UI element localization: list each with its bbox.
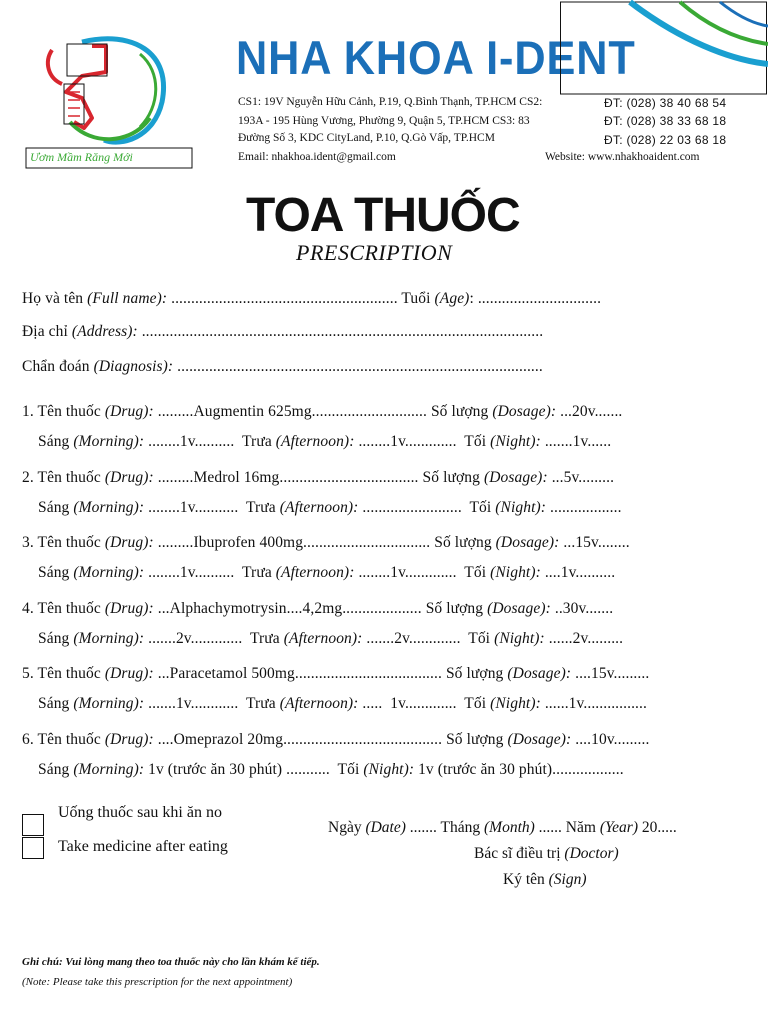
schedule-field[interactable]: ........1v.......... xyxy=(144,433,243,450)
schedule-label-en: (Afternoon): xyxy=(283,629,363,647)
schedule-field[interactable]: ..... 1v............. xyxy=(358,695,465,712)
dosage-label: Số lượng xyxy=(422,468,480,486)
year-label-en: (Year) xyxy=(599,819,638,836)
dosage-label: Số lượng xyxy=(425,599,484,617)
logo-slogan: Ươm Mầm Răng Mới xyxy=(30,150,133,164)
schedule-row xyxy=(38,695,647,713)
schedule-field[interactable]: ........1v.......... xyxy=(144,564,243,581)
page-title: TOA THUỐC xyxy=(246,189,520,242)
drug-label: Tên thuốc xyxy=(37,730,101,748)
schedule-label-en: (Morning): xyxy=(73,564,145,581)
footer-note-vi: Ghi chú: Vui lòng mang theo toa thuốc này cho lần khám kế tiếp. xyxy=(22,956,320,968)
clinic-website: Website: www.nhakhoaident.com xyxy=(545,151,700,163)
address-line-2: 193A - 195 Hùng Vương, Phường 9, Quận 5, TP.HCM CS3: 83 xyxy=(238,115,530,127)
drug-row xyxy=(22,665,649,683)
day-field[interactable]: ....... xyxy=(405,819,441,836)
drug-label: Tên thuốc xyxy=(37,534,101,551)
schedule-field[interactable]: .......2v............. xyxy=(144,629,250,647)
date-row xyxy=(328,819,677,837)
drug-row xyxy=(22,600,613,618)
schedule-row xyxy=(38,630,623,648)
clinic-email: Email: nhakhoa.ident@gmail.com xyxy=(238,151,396,163)
drug-number: 1. xyxy=(22,403,34,420)
phone-3: ĐT: (028) 22 03 68 18 xyxy=(604,133,727,147)
name-field[interactable]: ......................................................... xyxy=(167,290,398,307)
dosage-field[interactable]: ...15v........ xyxy=(559,534,630,551)
dosage-field[interactable]: ...20v....... xyxy=(556,403,623,420)
month-field[interactable]: ...... xyxy=(534,819,566,836)
schedule-field[interactable]: ........1v............. xyxy=(354,433,465,450)
doctor-label-en: (Doctor) xyxy=(564,845,619,862)
drug-number: 4. xyxy=(22,599,34,617)
schedule-label-en: (Night): xyxy=(494,629,545,647)
schedule-label-en: (Morning): xyxy=(73,760,145,778)
dosage-field[interactable]: ....10v......... xyxy=(571,730,650,748)
checkbox-label-vi: Uống thuốc sau khi ăn no xyxy=(58,804,222,821)
address-line-3: Đường Số 3, KDC CityLand, P.10, Q.Gò Vấp, TP.HCM xyxy=(238,132,495,144)
schedule-row xyxy=(38,564,615,582)
schedule-row xyxy=(38,433,611,451)
schedule-field[interactable]: ....1v.......... xyxy=(540,564,616,581)
address-field[interactable]: ..................................................................................................... xyxy=(137,323,544,340)
dosage-field[interactable]: ..30v....... xyxy=(550,599,614,617)
checkbox-after-eating-vi[interactable] xyxy=(22,814,44,836)
address-line-1: CS1: 19V Nguyễn Hữu Cảnh, P.19, Q.Bình Thạnh, TP.HCM CS2: xyxy=(238,96,543,108)
schedule-label: Sáng xyxy=(38,498,70,516)
drug-label-en: (Drug): xyxy=(104,730,154,748)
dosage-label: Số lượng xyxy=(430,403,489,420)
drug-name-field[interactable]: ...Paracetamol 500mg..................................... xyxy=(153,665,442,682)
drug-number: 5. xyxy=(22,665,34,682)
schedule-label: Trưa xyxy=(242,564,272,581)
schedule-field[interactable]: 1v (trước ăn 30 phút).................. xyxy=(414,760,624,778)
drug-name-field[interactable]: ....Omeprazol 20mg........................................ xyxy=(153,730,443,748)
drug-number: 6. xyxy=(22,730,34,748)
drug-row xyxy=(22,403,622,421)
drug-row xyxy=(22,534,630,552)
schedule-label-en: (Morning): xyxy=(73,433,145,450)
day-label: Ngày xyxy=(328,819,362,836)
schedule-label: Sáng xyxy=(38,433,70,450)
schedule-label-en: (Afternoon): xyxy=(279,498,359,516)
diagnosis-label: Chẩn đoán xyxy=(22,358,90,375)
doctor-label: Bác sĩ điều trị xyxy=(474,845,561,862)
drug-label: Tên thuốc xyxy=(37,468,101,486)
schedule-field[interactable]: 1v (trước ăn 30 phút) ........... xyxy=(144,760,338,778)
schedule-row xyxy=(38,761,624,779)
checkbox-after-eating-en[interactable] xyxy=(22,837,44,859)
schedule-label: Trưa xyxy=(249,629,280,647)
clinic-name: NHA KHOA I-DENT xyxy=(236,31,636,84)
sign-label: Ký tên xyxy=(503,871,545,888)
drug-label: Tên thuốc xyxy=(37,403,101,420)
dosage-label: Số lượng xyxy=(445,665,504,682)
drug-label: Tên thuốc xyxy=(37,665,101,682)
schedule-label-en: (Night): xyxy=(490,433,541,450)
dosage-label-en: (Dosage): xyxy=(483,468,548,486)
schedule-label: Tối xyxy=(469,498,492,516)
corner-decoration xyxy=(560,0,768,95)
drug-label-en: (Drug): xyxy=(104,403,154,420)
schedule-label-en: (Afternoon): xyxy=(279,695,359,712)
patient-address-row xyxy=(22,323,543,341)
schedule-label: Trưa xyxy=(246,498,276,516)
clinic-logo xyxy=(22,22,202,172)
patient-diagnosis-row xyxy=(22,358,543,376)
drug-number: 2. xyxy=(22,468,34,486)
schedule-label: Trưa xyxy=(242,433,272,450)
drug-row xyxy=(22,469,614,487)
checkbox-label-en: Take medicine after eating xyxy=(58,838,228,855)
phone-2: ĐT: (028) 38 33 68 18 xyxy=(604,114,727,128)
schedule-label-en: (Night): xyxy=(363,760,415,778)
schedule-label-en: (Night): xyxy=(490,564,541,581)
swoosh-icon xyxy=(560,0,768,95)
address-label: Địa chỉ xyxy=(22,323,68,340)
drug-number: 3. xyxy=(22,534,34,551)
schedule-field[interactable]: .................. xyxy=(546,498,622,516)
sign-row xyxy=(503,871,587,889)
schedule-label-en: (Afternoon): xyxy=(275,433,355,450)
dosage-field[interactable]: ...5v......... xyxy=(547,468,615,486)
month-label-en: (Month) xyxy=(484,819,535,836)
drug-label: Tên thuốc xyxy=(37,599,101,617)
dosage-label-en: (Dosage): xyxy=(507,730,572,748)
schedule-field[interactable]: .......1v...... xyxy=(540,433,612,450)
schedule-label: Tối xyxy=(464,433,487,450)
doctor-row xyxy=(474,845,619,863)
schedule-field[interactable]: .......2v............. xyxy=(362,629,469,647)
dosage-label: Số lượng xyxy=(434,534,492,551)
schedule-label: Sáng xyxy=(38,629,70,647)
footer-note-en: (Note: Please take this prescription for the next appointment) xyxy=(22,976,293,988)
age-label: Tuổi xyxy=(401,290,431,307)
schedule-label: Tối xyxy=(464,564,487,581)
diagnosis-label-en: (Diagnosis): xyxy=(93,358,174,375)
schedule-label: Sáng xyxy=(38,695,70,712)
drug-name-field[interactable]: .........Medrol 16mg................................... xyxy=(153,468,419,486)
dosage-field[interactable]: ....15v......... xyxy=(571,665,650,682)
drug-name-field[interactable]: ...Alphachymotrysin....4,2mg.................... xyxy=(153,599,422,617)
drug-label-en: (Drug): xyxy=(104,599,154,617)
schedule-field[interactable]: .......1v............ xyxy=(144,695,247,712)
address-label-en: (Address): xyxy=(71,323,138,340)
schedule-row xyxy=(38,499,622,517)
dosage-label: Số lượng xyxy=(446,730,504,748)
dosage-label-en: (Dosage): xyxy=(487,599,551,617)
patient-name-row xyxy=(22,290,601,308)
schedule-label-en: (Afternoon): xyxy=(275,564,355,581)
schedule-label: Sáng xyxy=(38,760,70,778)
page-subtitle: PRESCRIPTION xyxy=(296,240,453,265)
schedule-field[interactable]: ......................... xyxy=(358,498,470,516)
name-label-en: (Full name): xyxy=(87,290,168,307)
schedule-label-en: (Morning): xyxy=(73,498,145,516)
name-label: Họ và tên xyxy=(22,290,84,307)
dosage-label-en: (Dosage): xyxy=(495,534,560,551)
dosage-label-en: (Dosage): xyxy=(492,403,557,420)
schedule-label: Tối xyxy=(337,760,360,778)
phone-1: ĐT: (028) 38 40 68 54 xyxy=(604,96,727,110)
age-label-en: (Age) xyxy=(434,290,470,307)
year-field[interactable]: 20..... xyxy=(638,819,677,836)
schedule-label: Sáng xyxy=(38,564,70,581)
year-label: Năm xyxy=(565,819,596,836)
drug-label-en: (Drug): xyxy=(104,665,154,682)
drug-label-en: (Drug): xyxy=(104,468,154,486)
drug-row xyxy=(22,731,649,749)
schedule-field[interactable]: ........1v............. xyxy=(354,564,465,581)
drug-label-en: (Drug): xyxy=(104,534,154,551)
diagnosis-field[interactable]: ............................................................................................ xyxy=(173,358,543,375)
schedule-field[interactable]: ......1v................ xyxy=(540,695,647,712)
schedule-field[interactable]: ........1v........... xyxy=(144,498,247,516)
dosage-label-en: (Dosage): xyxy=(507,665,572,682)
month-label: Tháng xyxy=(440,819,481,836)
schedule-label-en: (Night): xyxy=(495,498,547,516)
schedule-label: Trưa xyxy=(246,695,276,712)
schedule-label: Tối xyxy=(464,695,487,712)
drug-name-field[interactable]: .........Augmentin 625mg............................. xyxy=(153,403,427,420)
sign-label-en: (Sign) xyxy=(548,871,587,888)
schedule-field[interactable]: ......2v......... xyxy=(544,629,624,647)
schedule-label-en: (Morning): xyxy=(73,629,145,647)
day-label-en: (Date) xyxy=(365,819,406,836)
schedule-label-en: (Morning): xyxy=(73,695,145,712)
drug-name-field[interactable]: .........Ibuprofen 400mg................................ xyxy=(153,534,431,551)
age-field[interactable]: : ............................... xyxy=(469,290,602,307)
schedule-label-en: (Night): xyxy=(490,695,541,712)
schedule-label: Tối xyxy=(468,629,491,647)
